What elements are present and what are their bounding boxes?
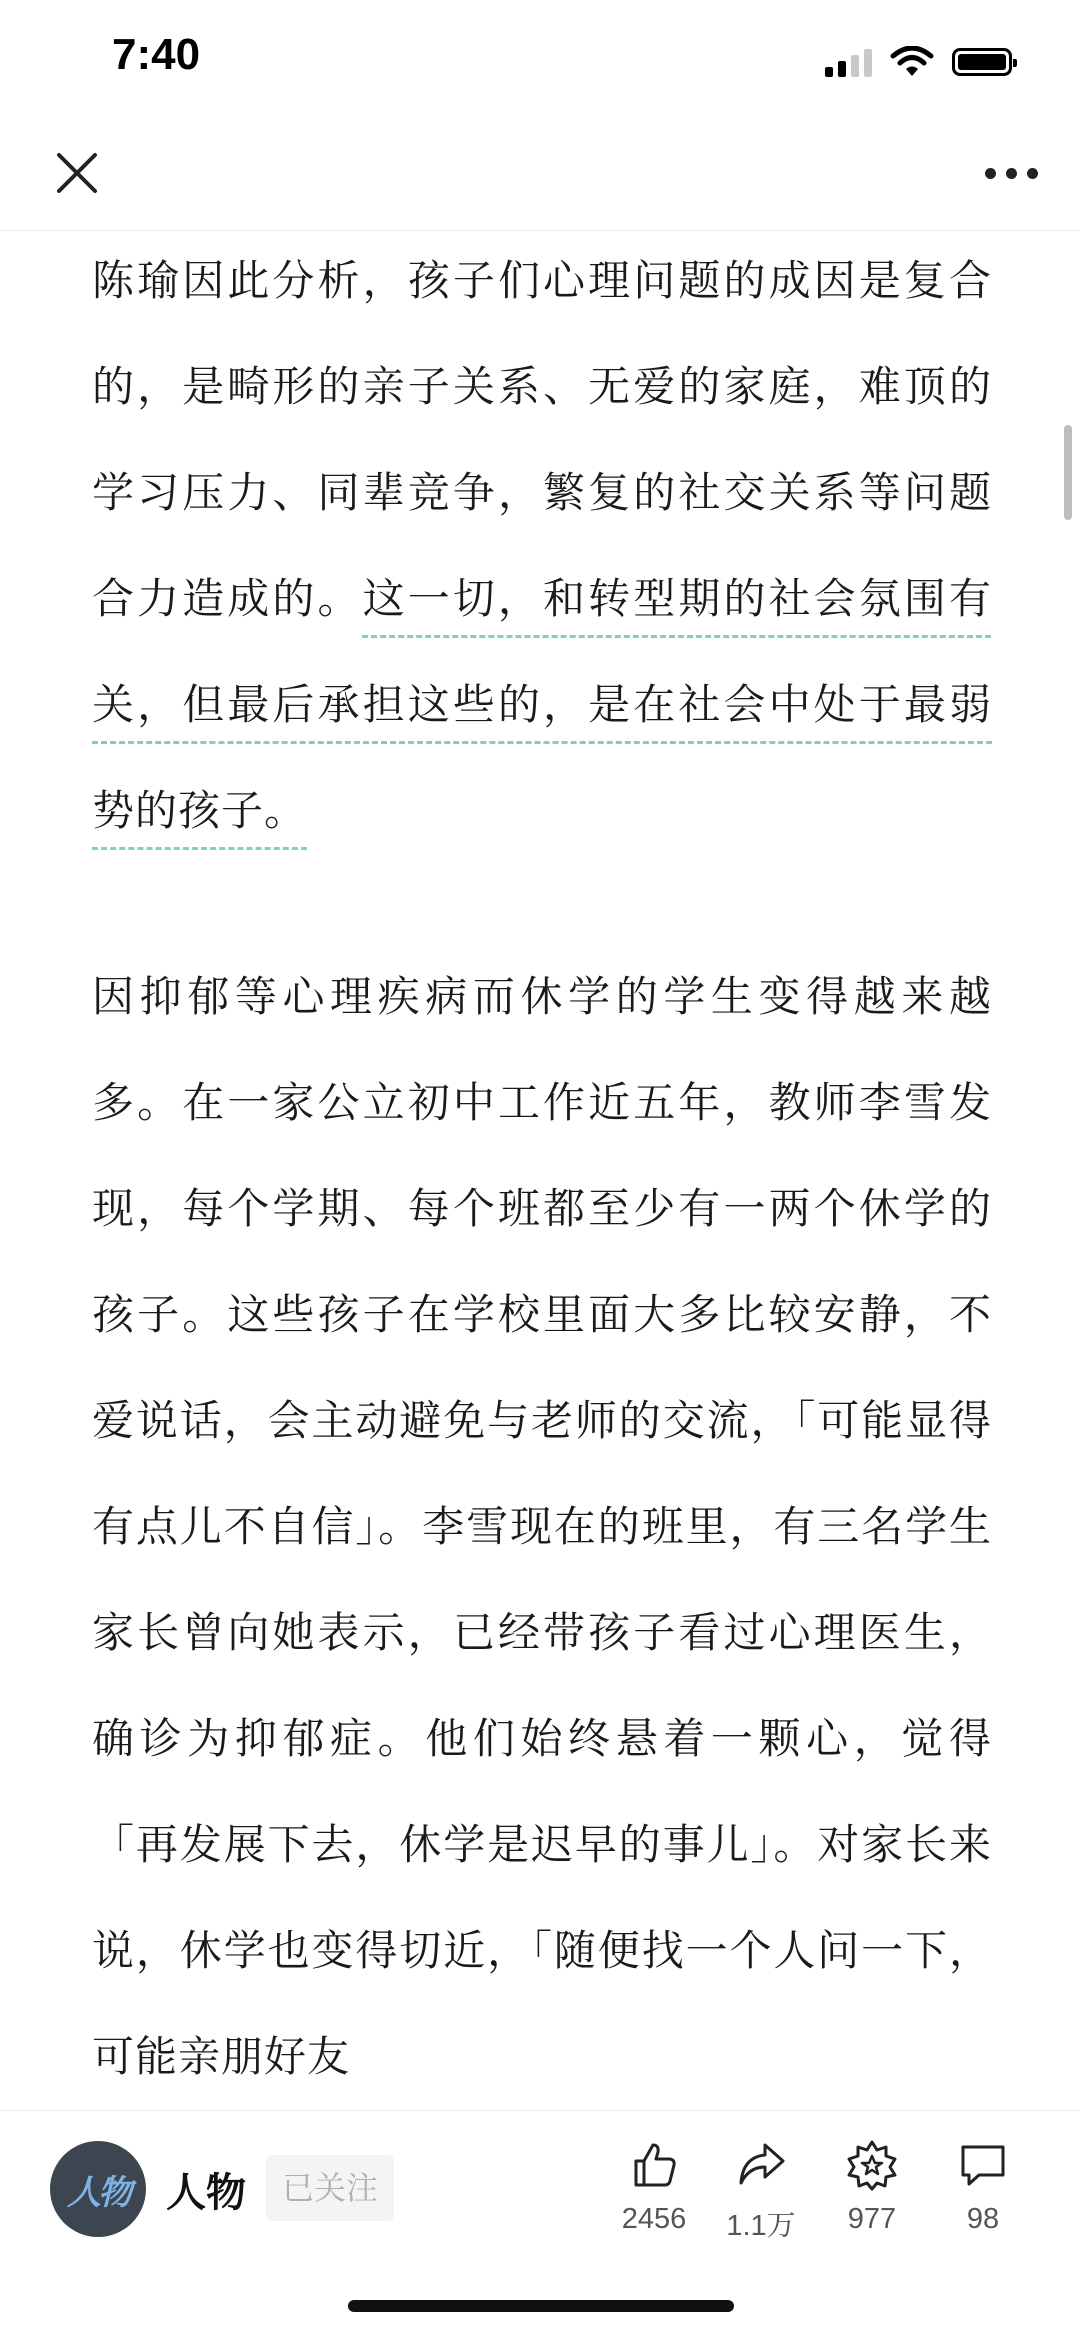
- share-button[interactable]: [706, 2139, 816, 2244]
- highlighted-text[interactable]: 这一切，和转型期的社会氛围有关，但最后承担这些的，是在社会中处于最弱势的孩子。: [92, 574, 992, 835]
- close-button[interactable]: [46, 142, 108, 204]
- avatar-logo-text: 人物: [67, 2172, 129, 2213]
- like-count: 2456: [621, 2203, 687, 2235]
- follow-button[interactable]: 已关注: [266, 2155, 394, 2221]
- scrollbar[interactable]: [1064, 425, 1072, 520]
- favorite-count: 977: [847, 2203, 897, 2235]
- article-paragraph: 因抑郁等心理疾病而休学的学生变得越来越多。在一家公立初中工作近五年，教师李雪发现，每个学期、每个班都至少有一两个休学的孩子。这些孩子在学校里面大多比较安静，不爱说话，会主动避免与老师的交流，「可能显得有点儿不自信」。李雪现在的班里，有三名学生家长曾向她表示，已经带孩子看过心理医生，确诊为抑郁症。他们始终悬着一颗心，觉得「再发展下去，休学是迟早的事儿」。对家长来说，休学也变得切近，「随便找一个人问一下，可能亲朋好友: [92, 972, 992, 2081]
- status-bar: [0, 0, 1080, 120]
- favorite-button[interactable]: [817, 2139, 927, 2236]
- badge-star-icon: [846, 2139, 898, 2191]
- share-arrow-icon: [735, 2139, 787, 2191]
- share-count: 1.1万: [726, 2210, 796, 2242]
- more-dot-icon: [1006, 168, 1017, 179]
- more-dot-icon: [1027, 168, 1038, 179]
- more-dot-icon: [985, 168, 996, 179]
- paragraph-text: 陈瑜因此分析，孩子们心理问题的成因是复合的，是畸形的亲子关系、无爱的家庭，难顶的学习压力、同辈竞争，繁复的社交关系等问题合力造成的。: [92, 256, 992, 623]
- close-icon: [53, 149, 101, 197]
- status-time: 7:40: [112, 30, 201, 79]
- article-body[interactable]: [92, 230, 992, 2110]
- author-name[interactable]: 人物: [166, 2170, 246, 2216]
- thumbs-up-icon: [628, 2139, 680, 2191]
- comment-count: 98: [966, 2203, 1000, 2235]
- article-paragraph: [92, 230, 992, 864]
- battery-icon: [952, 48, 1012, 76]
- home-indicator[interactable]: [348, 2300, 734, 2312]
- like-button[interactable]: [599, 2139, 709, 2236]
- more-options-button[interactable]: [972, 142, 1050, 204]
- author-avatar[interactable]: [50, 2141, 146, 2237]
- nav-bar: [0, 120, 1080, 231]
- status-icons: [825, 42, 1012, 82]
- comment-button[interactable]: [928, 2139, 1038, 2236]
- comment-bubble-icon: [957, 2139, 1009, 2191]
- cellular-signal-icon: [825, 47, 872, 77]
- wifi-icon: [890, 46, 934, 78]
